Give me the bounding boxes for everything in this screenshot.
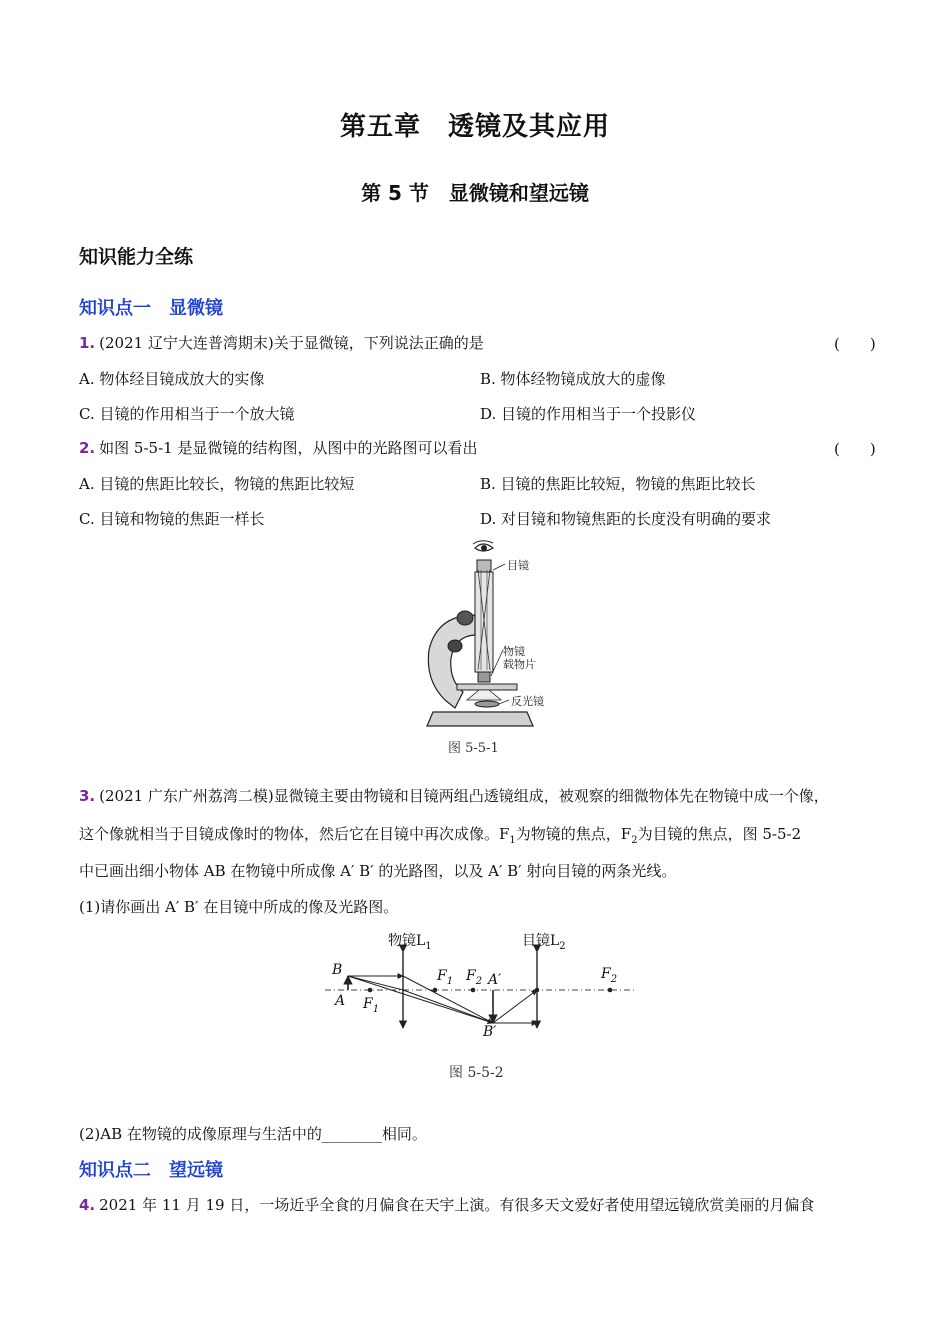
- figure-2-label-objective: 物镜$L_1$: [388, 933, 432, 952]
- figure-1-caption: 图 5-5-1: [448, 741, 499, 756]
- question-3-line-3: 中已画出细小物体 AB 在物镜中所成像 A′ B′ 的光路图，以及 A′ B′ 射向目镜的两条光线。: [79, 862, 677, 880]
- question-2-text: 如图 5-5-1 是显微镜的结构图，从图中的光路图可以看出: [99, 439, 478, 457]
- question-3-text-2a: 这个像就相当于目镜成像时的物体，然后它在目镜中再次成像。F: [79, 825, 510, 843]
- question-2-number: 2.: [79, 439, 96, 457]
- figure-2-label-b-prime: B′: [483, 1024, 497, 1040]
- part-title: 知识能力全练: [79, 246, 194, 268]
- question-1-number: 1.: [79, 334, 96, 352]
- knowledge-point-1-title: 知识点一 显微镜: [79, 298, 223, 319]
- question-3-number: 3.: [79, 787, 96, 805]
- figure-2-caption: 图 5-5-2: [449, 1065, 504, 1081]
- question-3-line-2: [79, 824, 801, 851]
- question-1-text: (2021 辽宁大连普湾期末)关于显微镜，下列说法正确的是: [99, 334, 484, 352]
- question-4-stem: [79, 1195, 814, 1215]
- question-1-option-a: A. 物体经目镜成放大的实像: [79, 370, 265, 388]
- question-3-text-1: (2021 广东广州荔湾二模)显微镜主要由物镜和目镜两组凸透镜组成，被观察的细微物体先在物镜中成一个像，: [99, 787, 829, 805]
- question-1-answer-parens: ( ): [834, 335, 876, 353]
- question-3-sub-question-1: (1)请你画出 A′ B′ 在目镜中所成的像及光路图。: [79, 898, 399, 916]
- question-3-text-2c: 为目镜的焦点，图 5-5-2: [637, 825, 802, 843]
- figure-1-label-mirror: 反光镜: [511, 695, 544, 708]
- question-2-stem: [79, 438, 477, 458]
- question-1-option-c: C. 目镜的作用相当于一个放大镜: [79, 405, 295, 423]
- question-1-option-d: D. 目镜的作用相当于一个投影仪: [480, 405, 697, 423]
- question-3-sub-2: 2: [631, 835, 638, 846]
- figure-2-label-a-prime: A′: [488, 972, 502, 988]
- chapter-title: 第五章 透镜及其应用: [339, 112, 610, 142]
- figure-2-label-f2-right: $F_2$: [601, 966, 618, 985]
- question-2-option-b: B. 目镜的焦距比较短，物镜的焦距比较长: [480, 475, 756, 493]
- question-1-option-b: B. 物体经物镜成放大的虚像: [480, 370, 666, 388]
- question-4-number: 4.: [79, 1196, 96, 1214]
- knowledge-point-2-title: 知识点二 望远镜: [79, 1160, 223, 1181]
- figure-2-label-f2-left: $F_2$: [466, 968, 483, 987]
- section-title: 第 5 节 显微镜和望远镜: [361, 181, 589, 205]
- question-3-line-1: [79, 786, 829, 806]
- figure-2-label-f1-right: $F_1$: [437, 968, 454, 987]
- figure-1-label-eyepiece: 目镜: [507, 559, 529, 572]
- question-1-stem: [79, 333, 484, 353]
- question-3-text-2b: 为物镜的焦点，F: [515, 825, 632, 843]
- eye-icon: [473, 541, 493, 551]
- figure-2-label-b: B: [332, 962, 343, 978]
- figure-2-label-eyepiece: 目镜$L_2$: [522, 933, 566, 952]
- optical-path-figure: [325, 930, 640, 1035]
- question-2-option-d: D. 对目镜和物镜焦距的长度没有明确的要求: [480, 510, 772, 528]
- figure-2-label-a: A: [335, 993, 346, 1009]
- question-2-option-c: C. 目镜和物镜的焦距一样长: [79, 510, 265, 528]
- question-3-sub-1: 1: [509, 835, 516, 846]
- question-2-answer-parens: ( ): [834, 440, 876, 458]
- question-3-sub-question-2: (2)AB 在物镜的成像原理与生活中的________相同。: [79, 1125, 427, 1143]
- figure-1-label-objective: 物镜: [503, 645, 525, 658]
- figure-1-label-stage: 载物片: [503, 658, 536, 671]
- question-4-text: 2021 年 11 月 19 日，一场近乎全食的月偏食在天宇上演。有很多天文爱好者使用望远镜欣赏美丽的月偏食: [99, 1196, 815, 1214]
- figure-2-label-f1-left: $F_1$: [363, 996, 380, 1015]
- question-2-option-a: A. 目镜的焦距比较长，物镜的焦距比较短: [79, 475, 355, 493]
